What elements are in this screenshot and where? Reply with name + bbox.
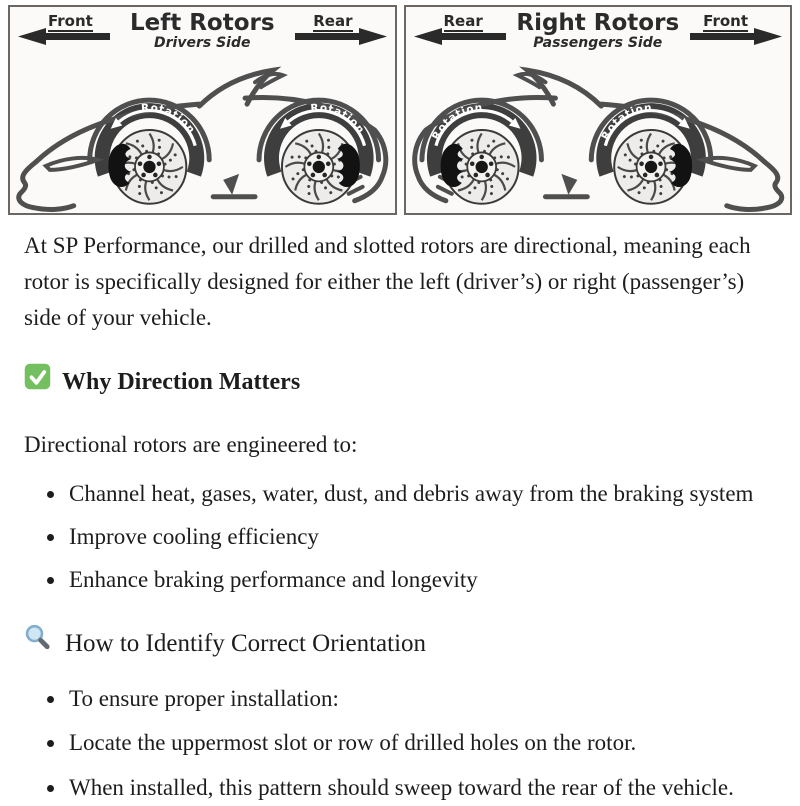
right-rotors-panel xyxy=(404,5,793,215)
right-panel-title-block xyxy=(516,11,679,51)
left-panel-header xyxy=(10,7,395,62)
heading-text: How to Identify Correct Orientation xyxy=(65,630,427,658)
left-arrow-icon xyxy=(18,28,110,45)
front-direction-label xyxy=(18,13,118,47)
list-item: • Locate the uppermost slot or row of drilled holes on the rotor. xyxy=(67,725,776,761)
front-label: Front xyxy=(48,12,93,30)
list-item: • Channel heat, gases, water, dust, and debris away from the braking system xyxy=(67,476,776,512)
why-direction-heading xyxy=(24,363,776,402)
rotation-label: Rotation xyxy=(310,101,367,137)
rotor-direction-diagram xyxy=(8,5,792,215)
rear-direction-label xyxy=(414,13,514,47)
panel-title: Right Rotors xyxy=(516,10,680,36)
rear-label: Rear xyxy=(443,12,483,30)
engineered-lead: Directional rotors are engineered to: xyxy=(24,432,358,458)
benefits-list xyxy=(24,476,776,598)
left-rotors-panel xyxy=(8,5,397,215)
left-arrow-icon xyxy=(414,28,506,45)
rotation-label: Rotation xyxy=(429,101,483,142)
panel-title: Left Rotors xyxy=(129,10,275,36)
right-arrow-icon xyxy=(295,28,387,45)
right-panel-header xyxy=(406,7,791,62)
rear-label: Rear xyxy=(313,12,353,30)
front-label: Front xyxy=(703,12,748,30)
front-direction-label xyxy=(682,13,782,47)
right-arrow-icon xyxy=(690,28,782,45)
rotation-label: Rotation xyxy=(598,101,653,142)
page xyxy=(0,5,800,806)
orientation-heading xyxy=(24,624,776,664)
rotation-label: Rotation xyxy=(140,101,198,137)
rear-direction-label xyxy=(287,13,387,47)
list-item: • Improve cooling efficiency xyxy=(67,519,776,555)
intro-paragraph: At SP Performance, our drilled and slotted rotors are directional, meaning each rotor is specifically designed for either the left (driver’s) or right (passenger’s) side of your vehicle. xyxy=(24,233,751,330)
orientation-list xyxy=(24,681,776,806)
panel-subtitle: Drivers Side xyxy=(154,35,251,52)
car-illustration-left xyxy=(10,64,395,215)
magnifying-glass-icon xyxy=(24,624,52,664)
heading-text: Why Direction Matters xyxy=(62,368,301,395)
panel-subtitle: Passengers Side xyxy=(533,35,663,52)
check-mark-icon xyxy=(24,363,51,402)
left-panel-title-block xyxy=(130,11,275,51)
list-item: • To ensure proper installation: xyxy=(67,681,776,717)
car-illustration-right xyxy=(406,64,791,215)
list-item: • Enhance braking performance and longevity xyxy=(67,562,776,598)
list-item: • When installed, this pattern should sweep toward the rear of the vehicle. xyxy=(67,770,776,806)
article xyxy=(0,228,800,806)
